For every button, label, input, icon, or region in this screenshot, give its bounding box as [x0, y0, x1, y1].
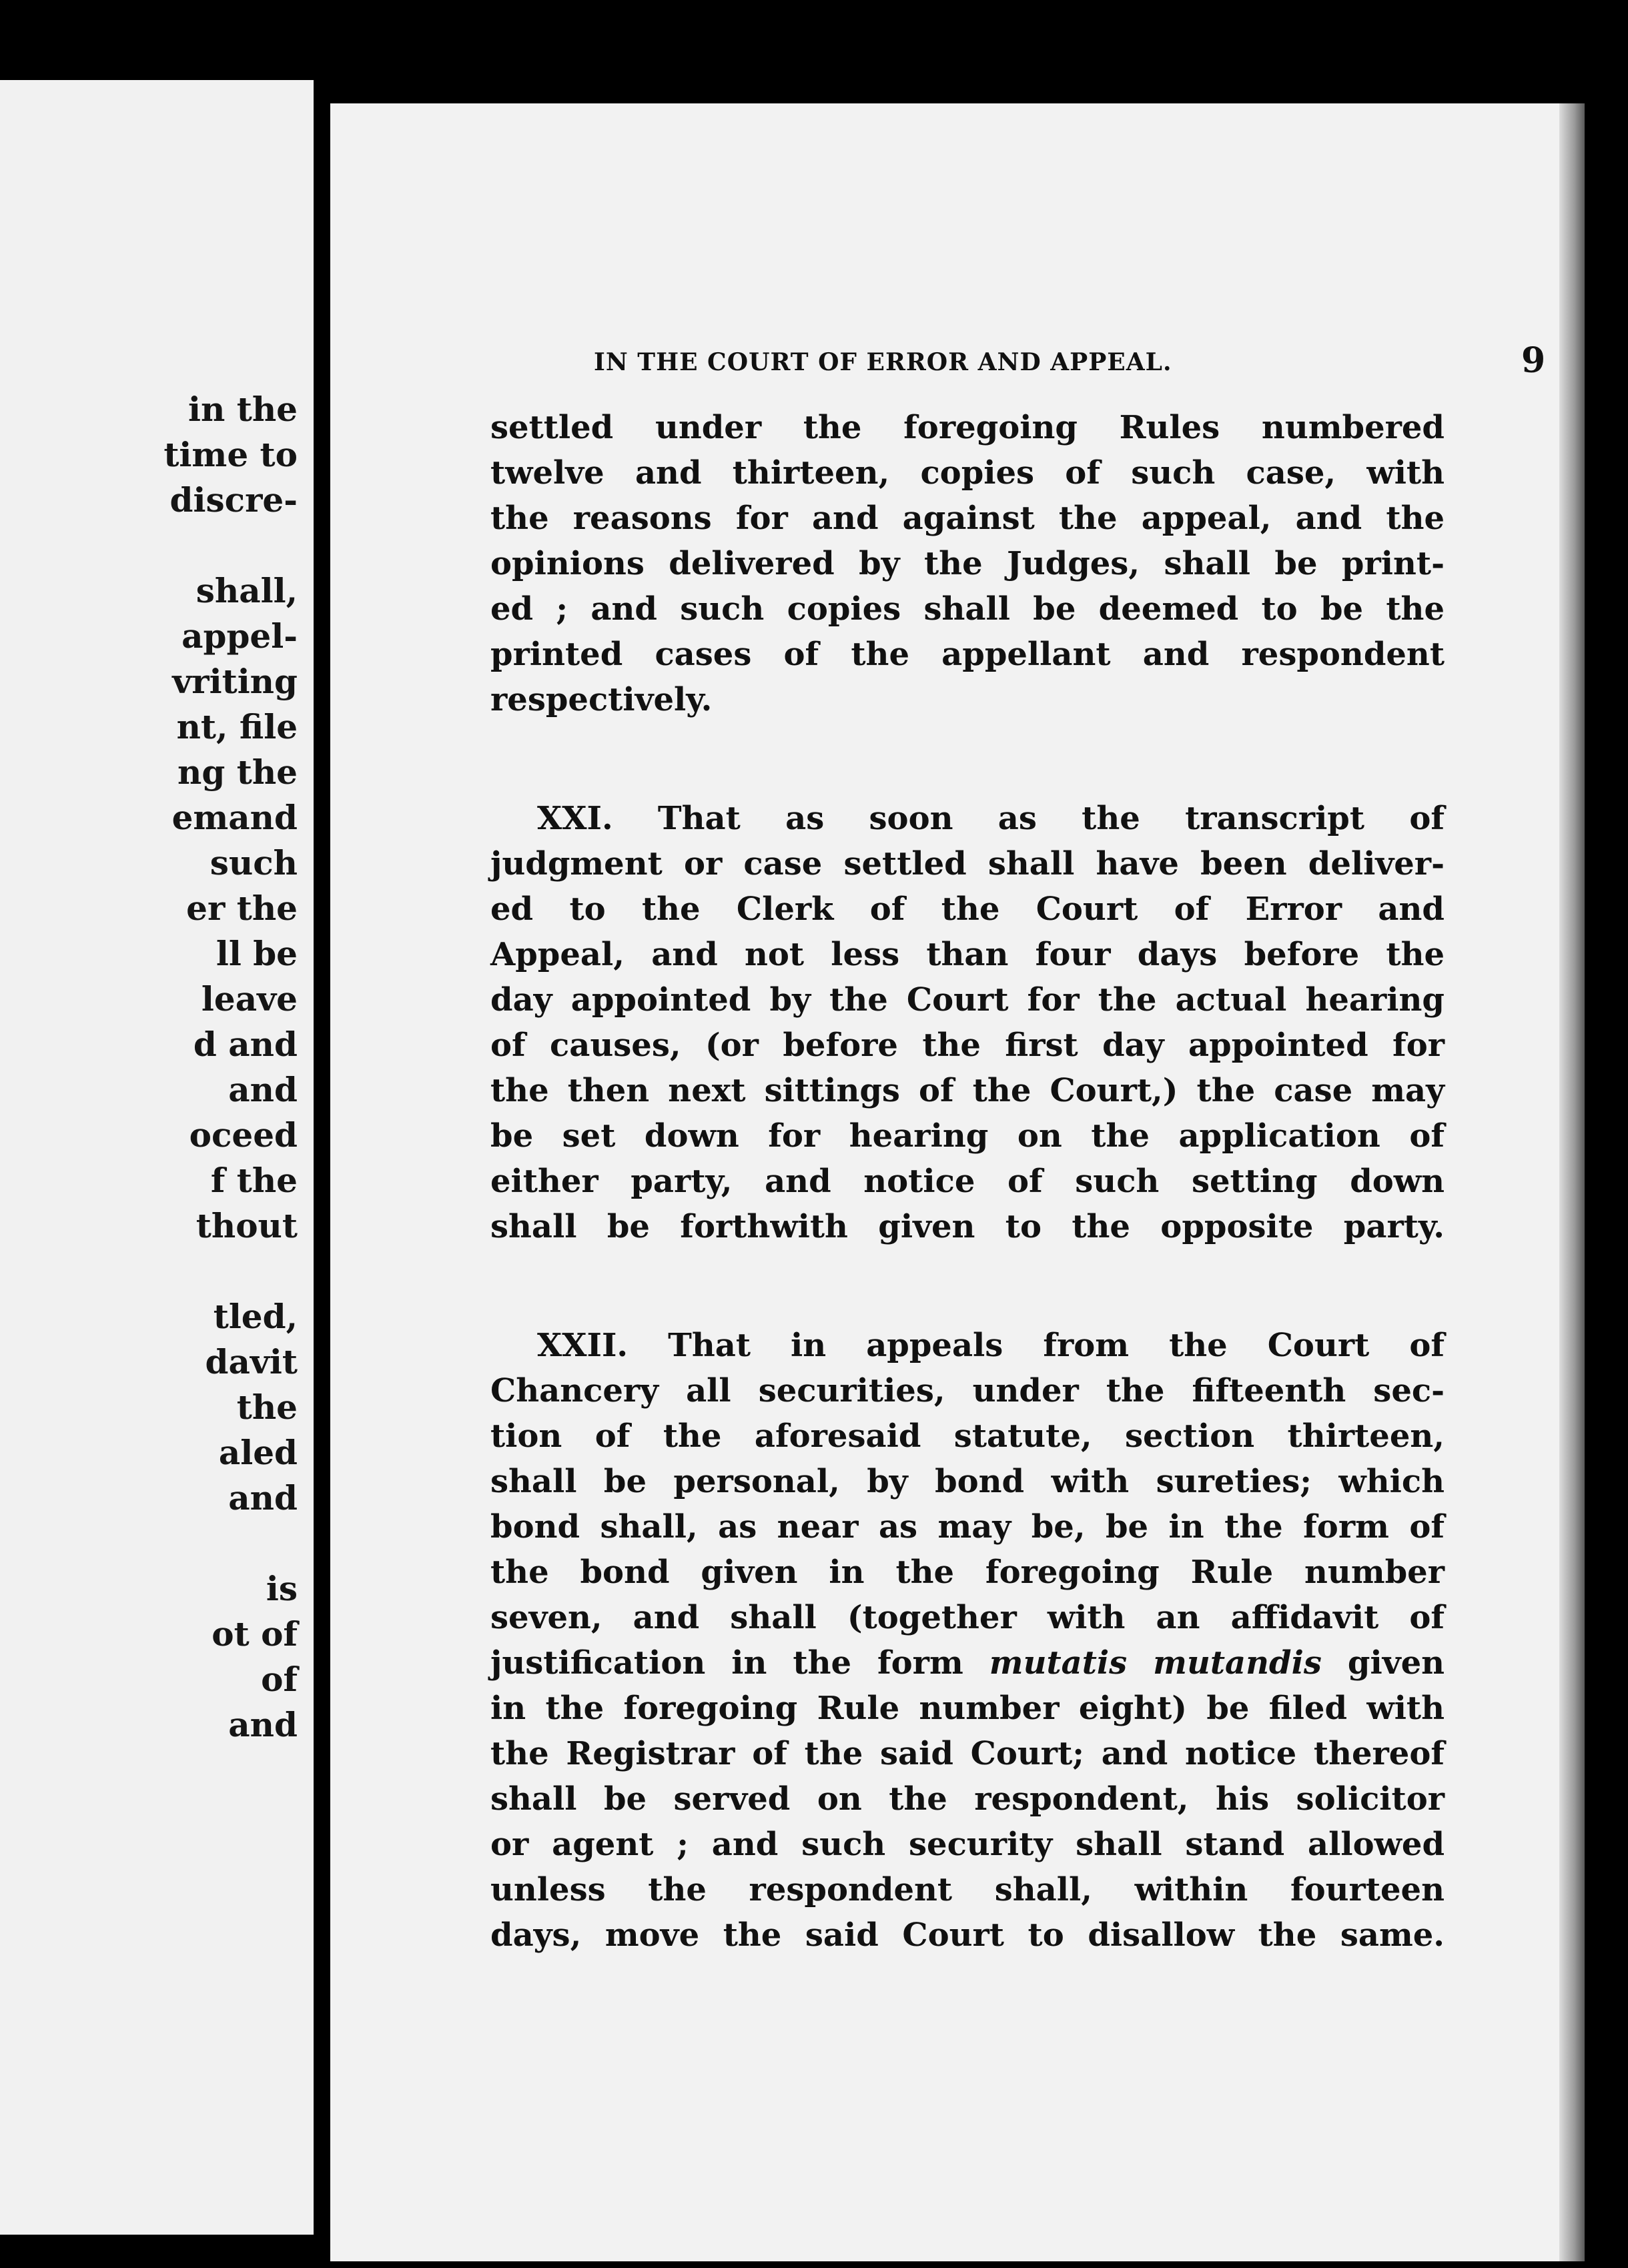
running-head	[594, 340, 1585, 394]
left-fragment: of	[261, 1660, 298, 1699]
text-line: be set down for hearing on the application of	[490, 1117, 1445, 1155]
left-fragment: thout	[195, 1206, 298, 1245]
left-fragment: aled	[218, 1433, 298, 1472]
left-page-text-fragments	[0, 387, 314, 1748]
left-fragment: davit	[205, 1342, 298, 1381]
left-fragment: nt, file	[176, 707, 298, 746]
paragraph-spacer	[490, 722, 1445, 796]
text-line: the bond given in the foregoing Rule number	[490, 1554, 1445, 1591]
text-line: opinions delivered by the Judges, shall be print-	[490, 545, 1445, 582]
left-fragment	[0, 1521, 314, 1566]
left-fragment: in the	[187, 390, 298, 429]
text-fragment: justification in the form	[490, 1644, 963, 1682]
left-fragment: leave	[201, 979, 298, 1019]
italic-phrase: mutatis mutandis	[989, 1644, 1322, 1682]
left-fragment: ll be	[216, 934, 298, 973]
text-line: Appeal, and not less than four days before the	[490, 936, 1445, 973]
text-line: days, move the said Court to disallow the same.	[490, 1916, 1445, 1954]
left-fragment: such	[210, 843, 298, 883]
text-line: in the foregoing Rule number eight) be filed with	[490, 1690, 1445, 1727]
text-line: day appointed by the Court for the actual hearing	[490, 981, 1445, 1019]
text-line: bond shall, as near as may be, be in the form of	[490, 1508, 1445, 1546]
text-line: the then next sittings of the Court,) the case may	[490, 1072, 1445, 1109]
text-line: seven, and shall (together with an affidavit of	[490, 1599, 1445, 1636]
left-fragment: and	[228, 1705, 298, 1744]
left-facing-page	[0, 80, 314, 2235]
text-line: ed to the Clerk of the Court of Error and	[490, 891, 1445, 928]
text-line: XXII. That in appeals from the Court of	[537, 1327, 1445, 1364]
text-line: of causes, (or before the first day appointed for	[490, 1027, 1445, 1064]
text-line: shall be personal, by bond with sureties; which	[490, 1463, 1445, 1500]
paragraph-rule-xxi	[490, 796, 1445, 1249]
text-line: the reasons for and against the appeal, and the	[490, 500, 1445, 537]
paragraph-continuation	[490, 405, 1445, 722]
text-line: shall be served on the respondent, his solicitor	[490, 1780, 1445, 1818]
left-fragment	[0, 1249, 314, 1294]
text-line: Chancery all securities, under the fifteenth sec-	[490, 1372, 1445, 1409]
text-line: either party, and notice of such setting down	[490, 1163, 1445, 1200]
text-line: judgment or case settled shall have been deliver-	[490, 845, 1445, 883]
left-fragment: ot of	[212, 1614, 298, 1654]
text-line: settled under the foregoing Rules numbered	[490, 409, 1445, 446]
left-fragment: and	[228, 1478, 298, 1518]
text-line: XXI. That as soon as the transcript of	[537, 800, 1445, 837]
text-fragment: given	[1347, 1644, 1445, 1682]
text-line: or agent ; and such security shall stand allowed	[490, 1826, 1445, 1863]
text-line: respectively.	[490, 681, 713, 718]
text-line: ed ; and such copies shall be deemed to be the	[490, 590, 1445, 628]
left-fragment: tled,	[213, 1297, 298, 1336]
left-fragment: appel-	[181, 616, 298, 656]
body-text	[490, 405, 1445, 1958]
left-fragment: shall,	[195, 571, 298, 610]
left-fragment: emand	[171, 798, 298, 837]
left-fragment: time to	[163, 435, 298, 474]
left-fragment: discre-	[169, 480, 298, 520]
running-head-title: IN THE COURT OF ERROR AND APPEAL.	[594, 348, 1172, 376]
left-fragment	[0, 523, 314, 568]
page-number: 9	[1521, 340, 1546, 381]
left-fragment: is	[266, 1569, 298, 1608]
text-line: shall be forthwith given to the opposite party.	[490, 1208, 1445, 1245]
left-fragment: f the	[210, 1161, 298, 1200]
left-fragment: er the	[186, 889, 298, 928]
right-page	[330, 103, 1585, 2261]
paragraph-rule-xxii	[490, 1323, 1445, 1958]
paragraph-spacer	[490, 1249, 1445, 1323]
left-fragment: d and	[193, 1025, 298, 1064]
left-fragment: vriting	[172, 662, 298, 701]
left-fragment: ng the	[177, 752, 298, 792]
text-line: printed cases of the appellant and respondent	[490, 636, 1445, 673]
left-fragment: oceed	[189, 1115, 298, 1155]
text-line-with-italic	[490, 1640, 1445, 1686]
left-fragment: the	[236, 1387, 298, 1427]
text-line: unless the respondent shall, within fourteen	[490, 1871, 1445, 1908]
left-fragment: and	[228, 1070, 298, 1109]
text-line: tion of the aforesaid statute, section thirteen,	[490, 1418, 1445, 1455]
text-line: twelve and thirteen, copies of such case, with	[490, 454, 1445, 492]
page-edge-shadow	[1559, 103, 1585, 2261]
text-line: the Registrar of the said Court; and notice thereof	[490, 1735, 1445, 1772]
